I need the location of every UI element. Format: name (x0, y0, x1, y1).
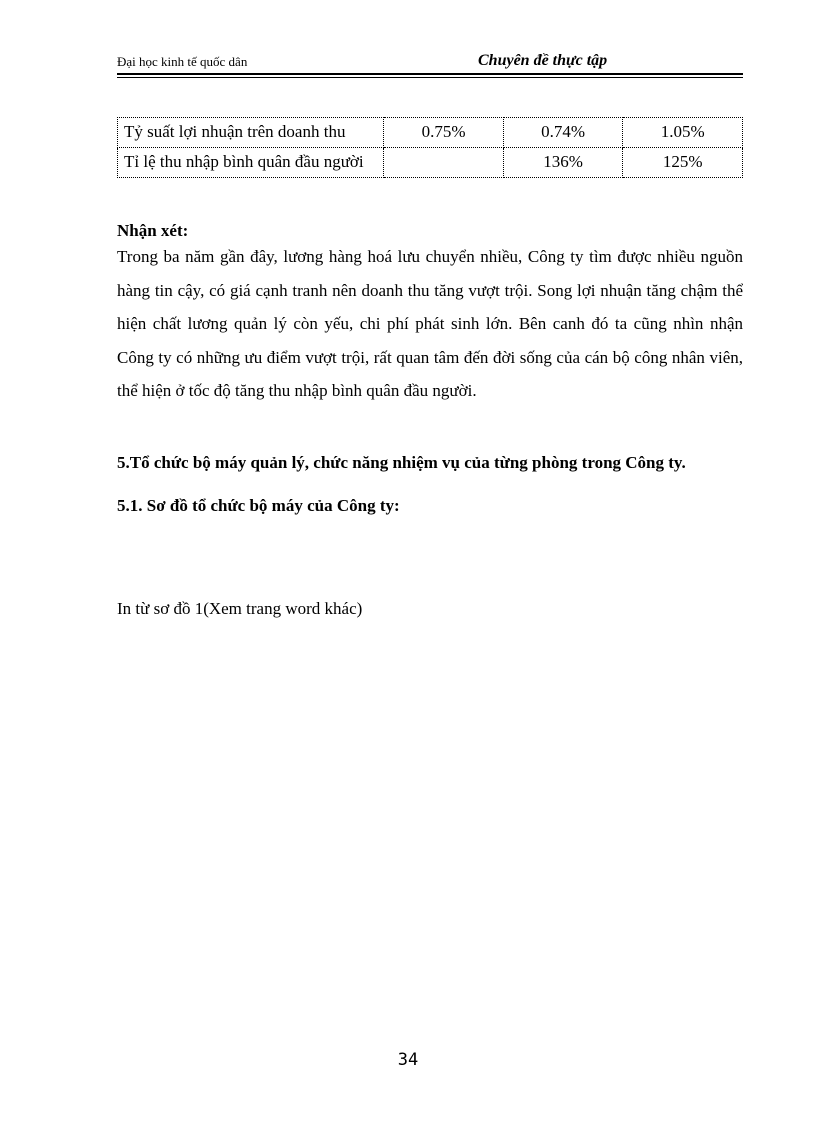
section-5-heading: 5.Tổ chức bộ máy quản lý, chức năng nhiệm vụ của từng phòng trong Công ty. (117, 453, 686, 472)
table-cell: 125% (623, 148, 743, 178)
header-rule-thin (117, 77, 743, 78)
table-cell: 136% (503, 148, 623, 178)
header-document-type: Chuyên đề thực tập (478, 52, 608, 69)
indicator-table (117, 117, 743, 178)
table-cell: 0.74% (503, 118, 623, 148)
remark-title: Nhận xét: (117, 221, 189, 240)
header-university: Đại học kinh tế quốc dân (117, 54, 248, 69)
table-row (118, 148, 743, 178)
page-header (117, 52, 743, 74)
table-cell (384, 148, 504, 178)
table-cell: 0.75% (384, 118, 504, 148)
table-cell: Tỷ suất lợi nhuận trên doanh thu (118, 118, 384, 148)
table-row (118, 118, 743, 148)
header-rule-thick (117, 73, 743, 75)
page-number: 34 (397, 1050, 419, 1070)
table-cell: Tỉ lệ thu nhập bình quân đầu người (118, 148, 384, 178)
remark-paragraph: Trong ba năm gần đây, lương hàng hoá lưu chuyển nhiều, Công ty tìm được nhiều nguồn hàng tin cậy, có giá cạnh tranh nên doanh thu tăng vượt trội. Song lợi nhuận tăng chậm thể hiện chất lương quản lý còn yếu, chi phí phát sinh lớn. Bên canh đó ta cũng nhìn nhận Công ty có những ưu điểm vượt trội, rất quan tâm đến đời sống của cán bộ công nhân viên, thể hiện ở tốc độ tăng thu nhập bình quân đầu người. (117, 247, 743, 400)
table-cell: 1.05% (623, 118, 743, 148)
section-5-1-heading: 5.1. Sơ đồ tổ chức bộ máy của Công ty: (117, 496, 400, 515)
diagram-note: In từ sơ đồ 1(Xem trang word khác) (117, 599, 363, 618)
